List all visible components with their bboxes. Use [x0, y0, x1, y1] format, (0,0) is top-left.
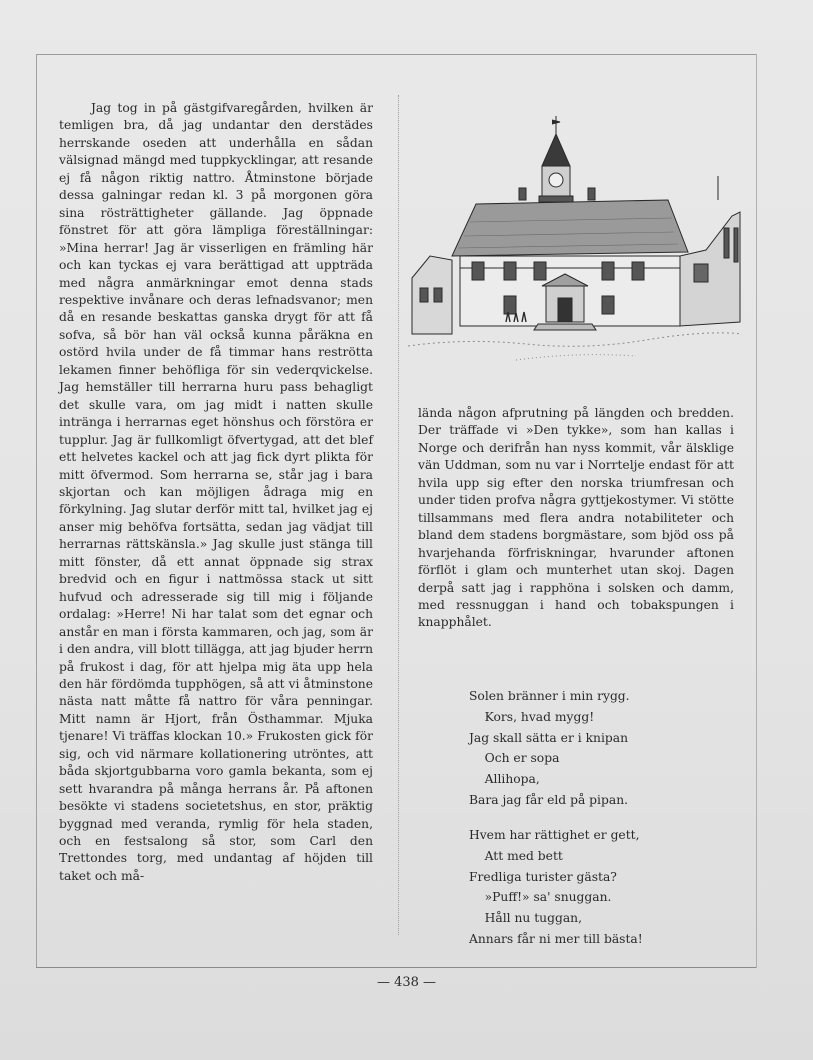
poem-stanza-2 — [469, 825, 643, 950]
frame-left-rule — [36, 54, 37, 968]
poem-line: Allihopa, — [469, 772, 540, 787]
poem-line: Och er sopa — [469, 751, 560, 766]
frame-bottom-rule — [36, 967, 756, 968]
poem-line: Fredliga turister gästa? — [469, 869, 617, 884]
poem-line: Annars får ni mer till bästa! — [469, 931, 643, 946]
right-column — [418, 405, 734, 632]
poem-line: Håll nu tuggan, — [469, 911, 582, 926]
poem-stanza-1 — [469, 686, 630, 811]
frame-top-rule — [36, 54, 756, 55]
left-column — [59, 100, 373, 885]
town-hall-illustration — [406, 108, 744, 390]
poem-line: Jag skall sätta er i knipan — [469, 730, 629, 745]
column-divider — [398, 95, 399, 935]
poem-line: Hvem har rättighet er gett, — [469, 828, 640, 842]
poem-line: Bara jag får eld på pipan. — [469, 792, 629, 807]
page-number: — 438 — — [376, 975, 437, 990]
frame-right-rule — [756, 54, 757, 968]
right-column-paragraph: lända någon afprutning på längden och bredden. Der träffade vi »Den tykke», som han kallas i Norge och derifrån han nyss kommit, vår älsklige vän Uddman, som nu var i Norrtelje endast för att hvila upp sig efter den norska triumfresan och under tiden profva några gyttjekostymer. Vi stötte tillsammans med flera andra notabiliteter och bland dem stadens borgmästare, som bjöd oss på hvarjehanda förfriskningar, hvarunder aftonen förflöt i glam och munterhet utan skoj. Dagen derpå satt jag i rapphöna i solsken och damm, med ressnuggan i hand och tobakspungen i knapphålet. — [418, 406, 734, 630]
poem-line: Att med bett — [469, 848, 563, 863]
poem-line: »Puff!» sa' snuggan. — [469, 890, 612, 905]
left-column-paragraph: Jag tog in på gästgifvaregården, hvilken är temligen bra, då jag undantar den derstädes herrskande oseden att underhålla en sådan välsignad mängd med tuppkycklingar, att resande ej få någon riktig nattro. Åtminstone började dessa galningar redan kl. 3 på morgonen göra sina rösträttigheter gällande. Jag öppnade fönstret för att göra lämpliga föreställningar: »Mina herrar! Jag är visserligen en främling här och kan tyckas ej vara berättigad att uppträda med några anmärkningar emot denna stads respektive invånare och deras lefnadsvanor; men då en resande beskattas ganska drygt för att få sofva, så bör han väl också kunna påräkna en ostörd hvila under de få timmar hans reströtta lekamen finner behöfliga för sin vederqvickelse. Jag hemställer till herrarna huru pass behagligt det skulle vara, om jag midt i natten skulle intränga i herrarnas eget hönshus och förstöra er tupplur. Jag är fullkomligt öfvertygad, att det blef ett helvetes kackel och att jag fick dyrt plikta för mitt öfvermod. Som herrarna se, står jag i bara skjortan och kan möjligen ådraga mig en förkylning. Jag slutar derför mitt tal, hvilket jag ej anser mig behöfva fortsätta, sedan jag vädjat till herrarnas rättskänsla.» Jag skulle just stänga till mitt fönster, då ett annat öppnade sig strax bredvid och en figur i nattmössa stack ut sitt hufvud och adresserade sig till mig i följande ordalag: »Herre! Ni har talat som det egnar och anstår en man i första kammaren, och jag, som är i den andra, vill blott tillägga, att jag bjuder herrn på frukost i dag, för att hjelpa mig äta upp hela den här fördömda tupphögen, så att vi åtminstone nästa natt måtte få nattro för våra penningar. Mitt namn är Hjort, från Östhammar. Mjuka tjenare! Vi träffas klockan 10.» Frukosten gick för sig, och vid närmare kollationering utröntes, att båda skjortgubbarna voro gamla bekanta, som ej sett hvarandra på många herrans år. På aftonen besökte vi stadens societetshus, en stor, präktig byggnad med veranda, rymlig för hela staden, och en festsalong så stor, som Carl den Trettondes torg, med undantag af höjden till taket och må- — [59, 101, 373, 883]
poem-line: Kors, hvad mygg! — [469, 709, 595, 724]
poem-line: Solen bränner i min rygg. — [469, 689, 630, 703]
